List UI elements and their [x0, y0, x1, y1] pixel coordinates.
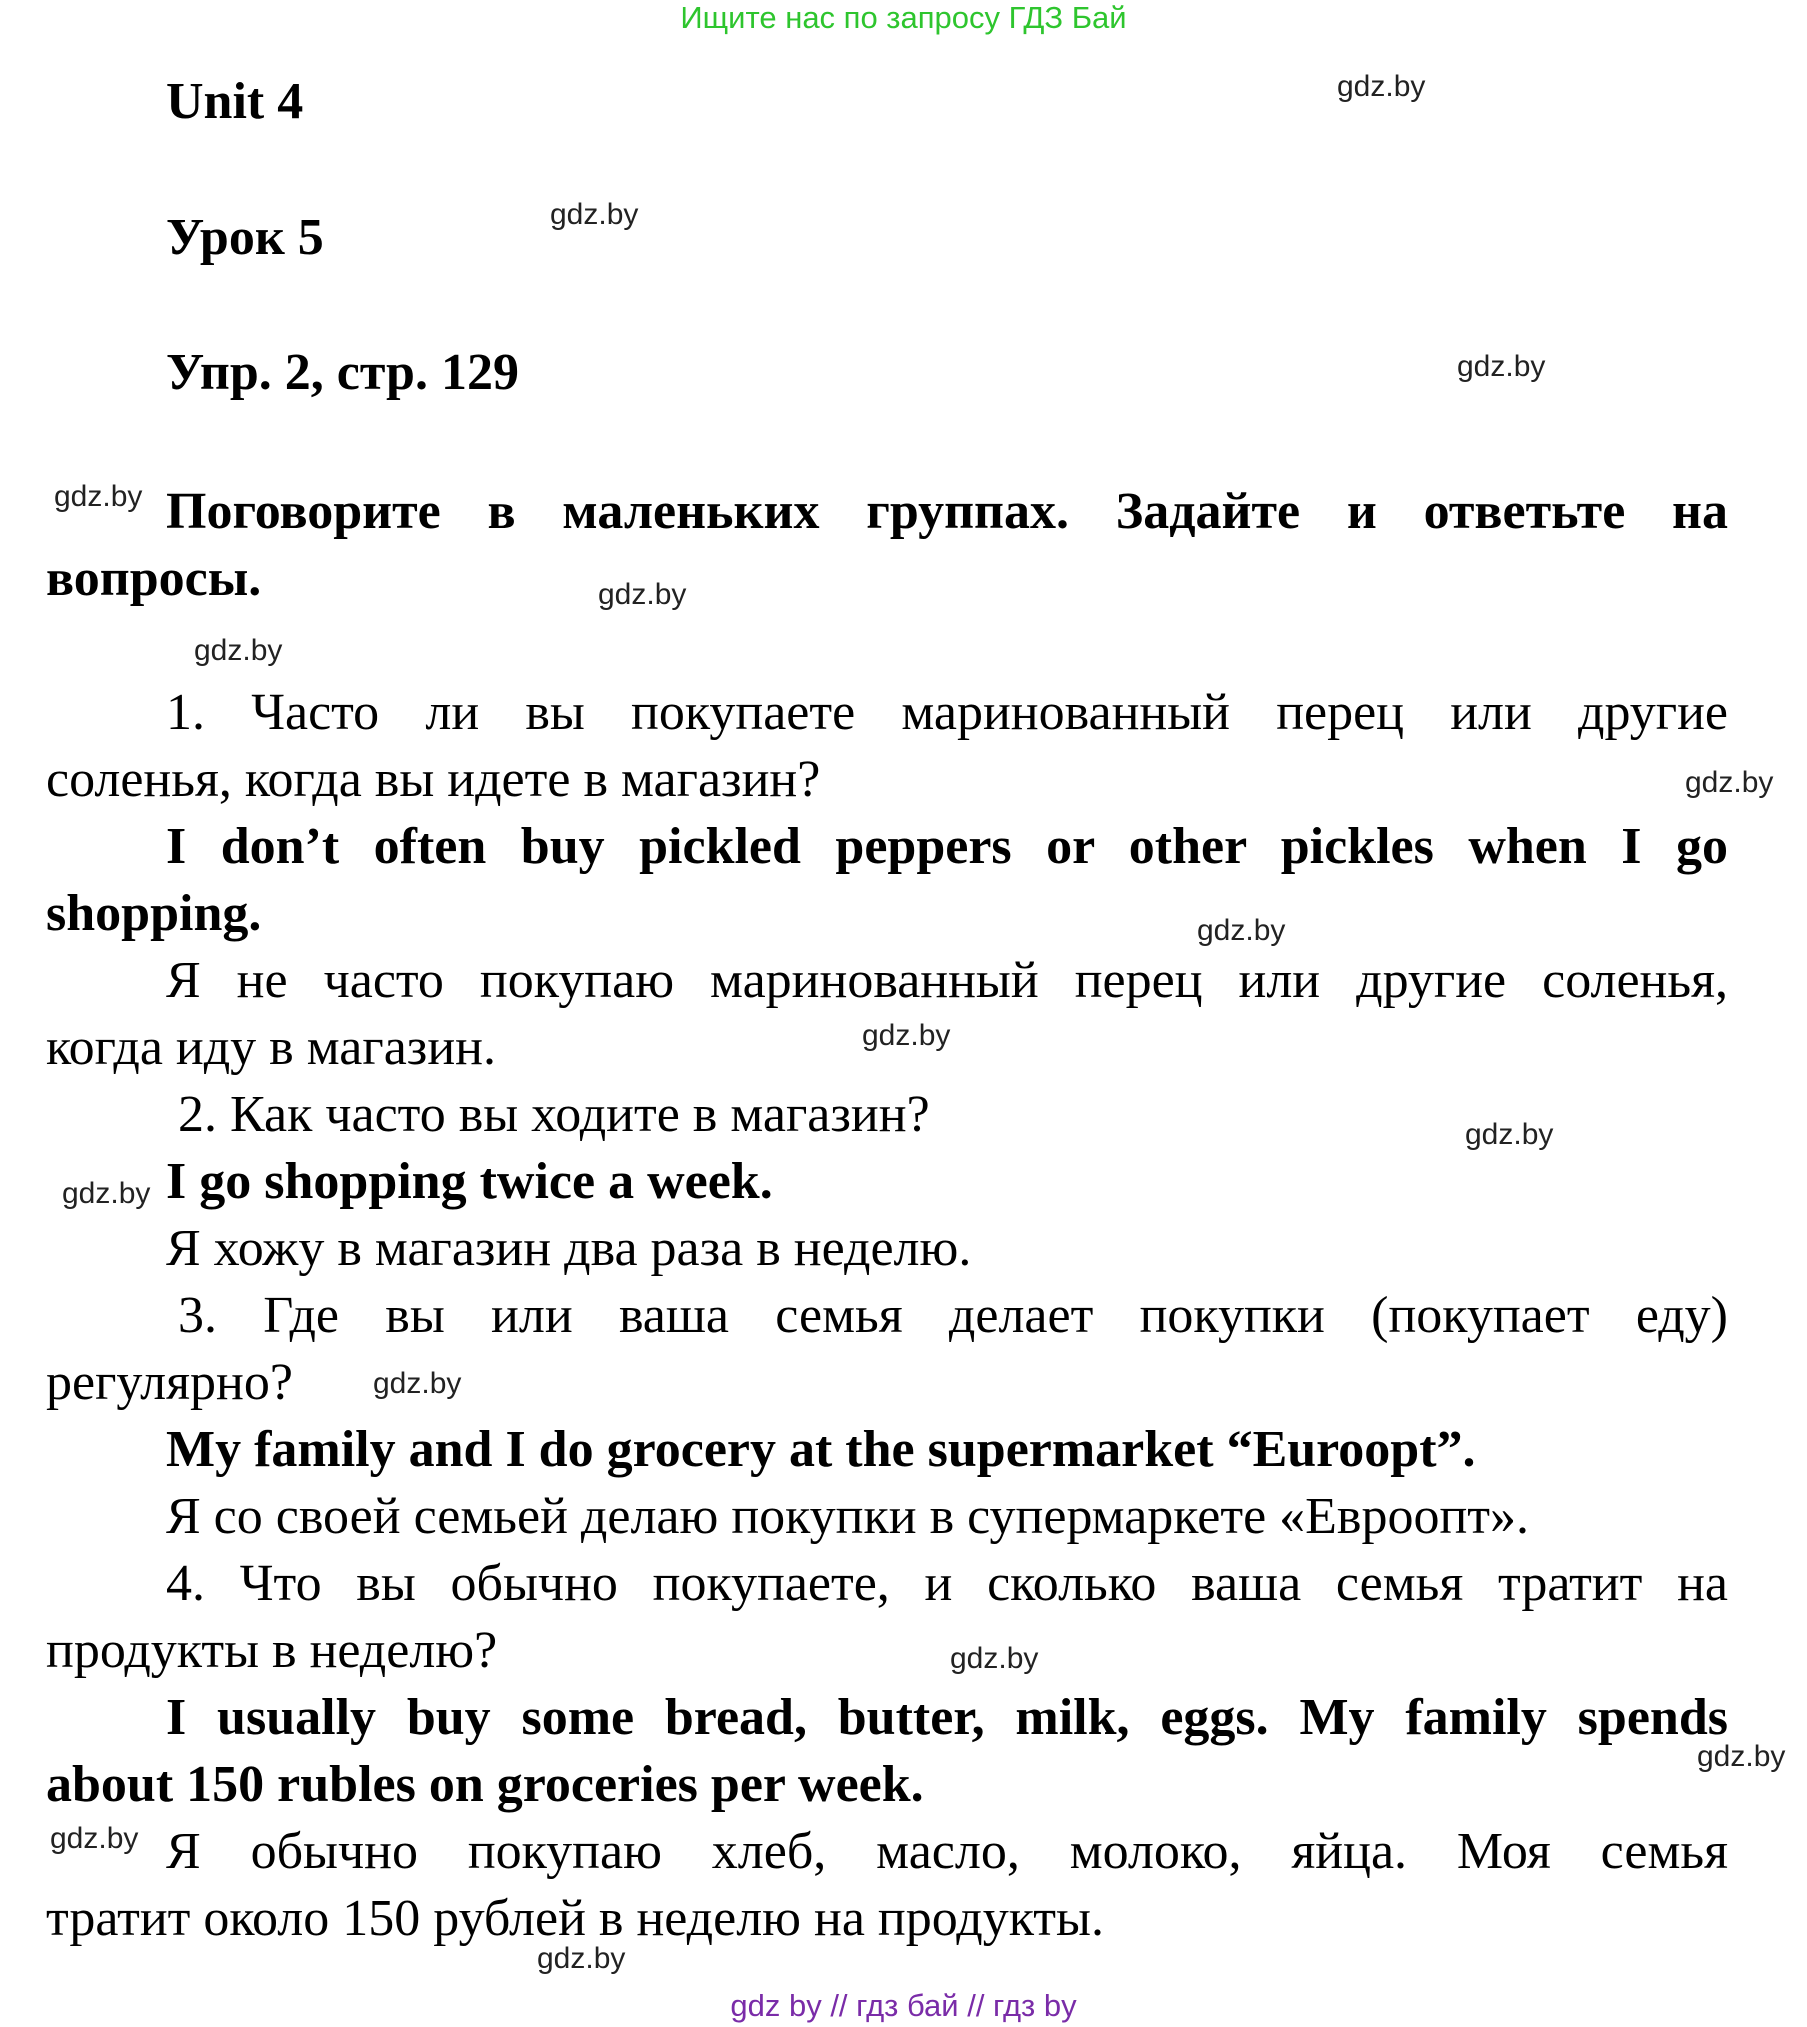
watermark: gdz.by	[1465, 1118, 1554, 1151]
q4-question-line-1: 4. Что вы обычно покупаете, и сколько ваша семья тратит на	[166, 1555, 1728, 1612]
watermark: gdz.by	[1697, 1740, 1786, 1773]
watermark: gdz.by	[1197, 914, 1286, 947]
watermark: gdz.by	[862, 1019, 951, 1052]
q1-answer-line-1: I don’t often buy pickled peppers or other pickles when I go	[166, 818, 1728, 875]
q1-question-line-1: 1. Часто ли вы покупаете маринованный перец или другие	[166, 684, 1728, 741]
watermark: gdz.by	[54, 480, 143, 513]
q4-answer-line-1: I usually buy some bread, butter, milk, eggs. My family spends	[166, 1689, 1728, 1746]
watermark: gdz.by	[50, 1822, 139, 1855]
watermark: gdz.by	[373, 1367, 462, 1400]
q1-translation-line-1: Я не часто покупаю маринованный перец или другие соленья,	[166, 952, 1728, 1009]
exercise-heading: Упр. 2, стр. 129	[166, 344, 519, 401]
q4-translation-line-2: тратит около 150 рублей в неделю на продукты.	[46, 1890, 1104, 1947]
q2-translation: Я хожу в магазин два раза в неделю.	[166, 1220, 972, 1277]
watermark: gdz.by	[62, 1177, 151, 1210]
q1-answer-line-2: shopping.	[46, 885, 262, 942]
watermark: gdz.by	[598, 578, 687, 611]
q2-question: 2. Как часто вы ходите в магазин?	[178, 1086, 930, 1143]
q3-question-line-1: 3. Где вы или ваша семья делает покупки (покупает еду)	[178, 1287, 1728, 1344]
unit-heading: Unit 4	[166, 73, 304, 130]
q1-question-line-2: соленья, когда вы идете в магазин?	[46, 751, 821, 808]
watermark: gdz.by	[950, 1642, 1039, 1675]
footer-links: gdz by // гдз бай // гдз by	[730, 1988, 1077, 2023]
task-line-2: вопросы.	[46, 550, 262, 607]
top-note: Ищите нас по запросу ГДЗ Бай	[680, 0, 1127, 35]
lesson-heading: Урок 5	[166, 209, 324, 266]
q4-question-line-2: продукты в неделю?	[46, 1622, 498, 1679]
q1-translation-line-2: когда иду в магазин.	[46, 1019, 496, 1076]
q2-answer: I go shopping twice a week.	[166, 1153, 773, 1210]
q3-translation: Я со своей семьей делаю покупки в супермаркете «Евроопт».	[166, 1488, 1530, 1545]
q3-answer: My family and I do grocery at the supermarket “Euroopt”.	[166, 1421, 1476, 1478]
watermark: gdz.by	[194, 634, 283, 667]
watermark: gdz.by	[537, 1942, 626, 1975]
watermark: gdz.by	[550, 198, 639, 231]
watermark: gdz.by	[1685, 766, 1774, 799]
watermark: gdz.by	[1337, 70, 1426, 103]
q3-question-line-2: регулярно?	[46, 1354, 293, 1411]
q4-answer-line-2: about 150 rubles on groceries per week.	[46, 1756, 924, 1813]
watermark: gdz.by	[1457, 350, 1546, 383]
q4-translation-line-1: Я обычно покупаю хлеб, масло, молоко, яйца. Моя семья	[166, 1823, 1728, 1880]
task-line-1: Поговорите в маленьких группах. Задайте и ответьте на	[166, 483, 1728, 540]
